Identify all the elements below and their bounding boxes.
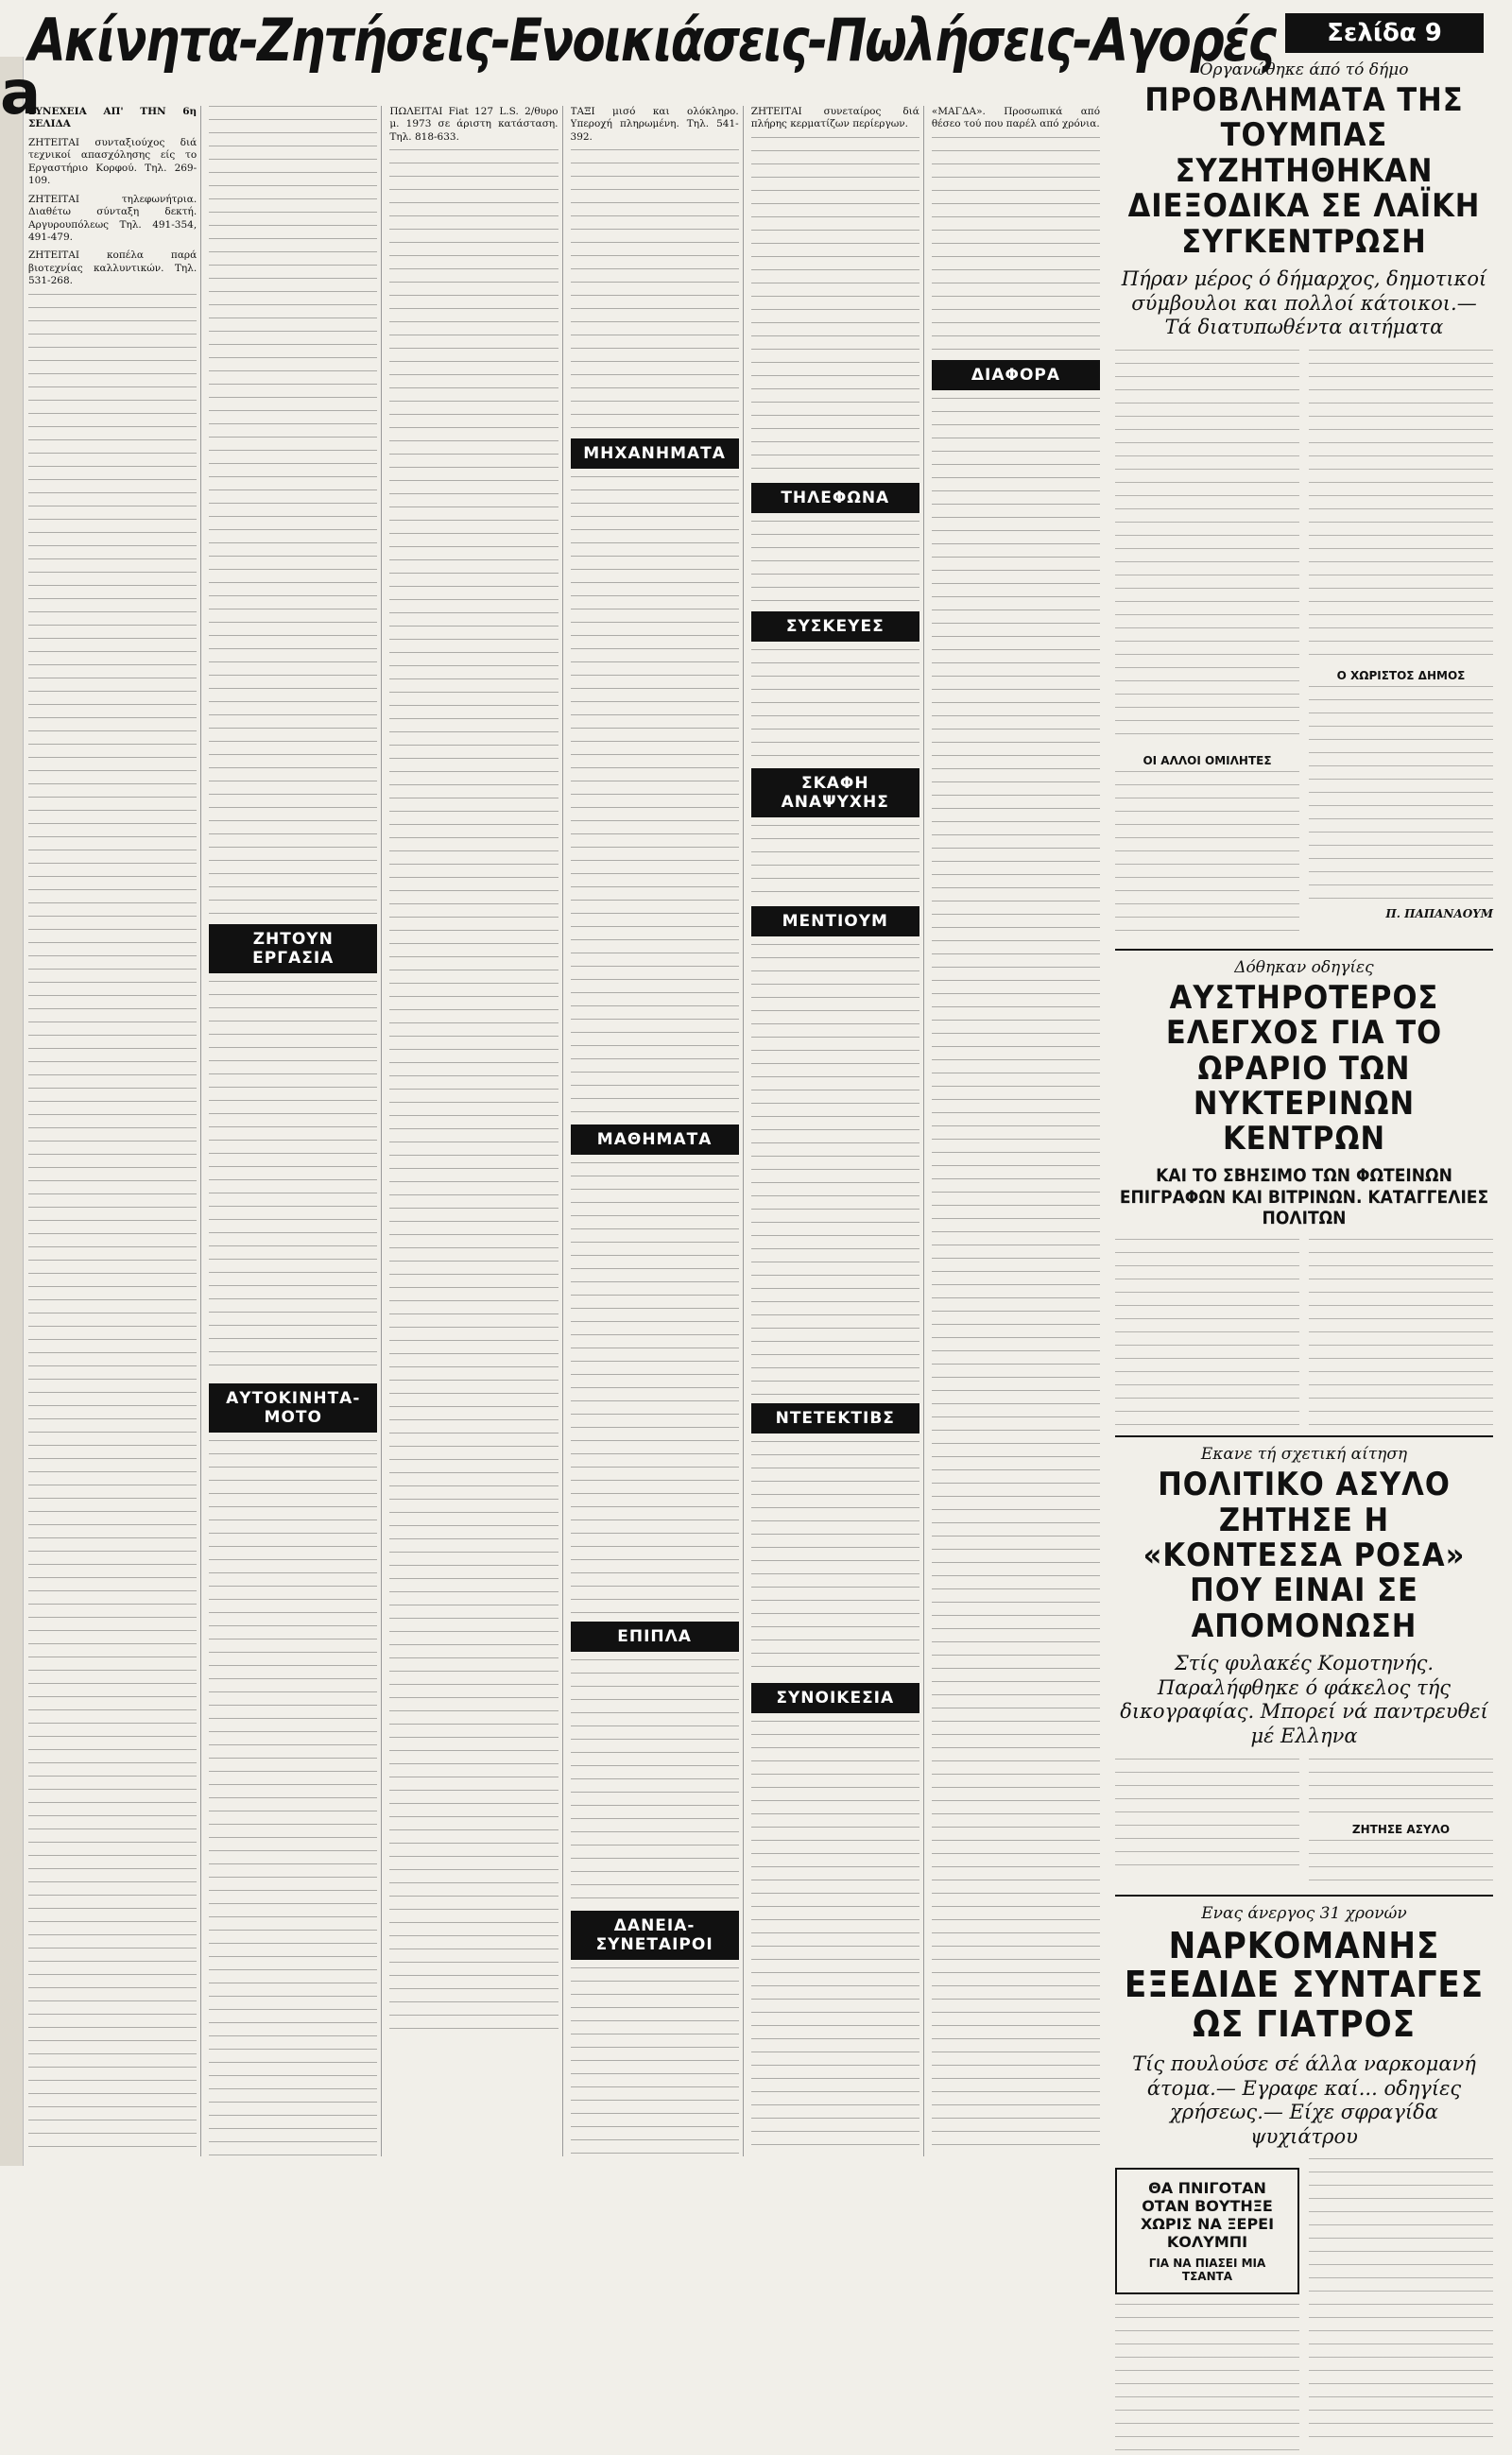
classified-text-block bbox=[932, 137, 1100, 354]
classified-text-block bbox=[571, 149, 739, 433]
classified-ad: ΠΩΛΕΙΤΑΙ Fiat 127 L.S. 2/θυρο μ. 1973 σε άριστη κατάσταση. Τηλ. 818-633. bbox=[389, 106, 558, 143]
classified-column-3 bbox=[389, 106, 562, 2156]
article-kicker: Ενας άνεργος 31 χρονών bbox=[1201, 1903, 1407, 1923]
article-subhead: ΖΗΤΗΣΕ ΑΣΥΛΟ bbox=[1351, 1822, 1451, 1836]
classified-text-block bbox=[209, 106, 377, 918]
classifieds-columns bbox=[28, 106, 1104, 2156]
classified-text-block bbox=[751, 944, 919, 1398]
article-kicker: Οργανώθηκε άπό τό δήμο bbox=[1199, 60, 1409, 79]
classified-ad: ΖΗΤΕΙΤΑΙ συνεταίρος διά πλήρης κερματίζων περίεργων. bbox=[750, 106, 919, 130]
article-addict bbox=[1115, 1904, 1493, 2455]
classified-ad: ΣΥΝΕΧΕΙΑ ΑΠ' ΤΗΝ 6η ΣΕΛΙΔΑ bbox=[28, 106, 198, 130]
section-header-diafora: ΔΙΑΦΟΡΑ bbox=[932, 360, 1100, 390]
adjacent-page-edge bbox=[0, 57, 24, 2166]
article-headline: ΝΑΡΚΟΜΑΝΗΣ ΕΞΕΔΙΔΕ ΣΥΝΤΑΓΕΣ ΩΣ ΓΙΑΤΡΟΣ bbox=[1124, 1924, 1485, 2046]
classified-text-block bbox=[751, 649, 919, 763]
article-kicker: Εκανε τή σχετική αίτηση bbox=[1200, 1445, 1408, 1465]
classified-ad: ΖΗΤΕΙΤΑΙ τηλεφωνήτρια. Διαθέτω σύνταξη δεκτή. Αργυρουπόλεως Τηλ. 491-354, 491-479. bbox=[28, 193, 198, 243]
classified-text-block bbox=[751, 521, 919, 606]
article-headline: ΠΡΟΒΛΗΜΑΤΑ ΤΗΣ ΤΟΥΜΠΑΣ ΣΥΖΗΤΗΘΗΚΑΝ ΔΙΕΞΟΔΙΚΑ ΣΕ ΛΑΪΚΗ ΣΥΓΚΕΝΤΡΩΣΗ bbox=[1127, 81, 1481, 261]
classified-text-block bbox=[932, 398, 1100, 2156]
article-text-block bbox=[1115, 1759, 1299, 1872]
article-deck: Τίς πουλούσε σέ άλλα ναρκομανή άτομα.— Εγραφε καί... οδηγίες χρήσεως.— Είχε σφραγίδα ψυχιάτρου bbox=[1132, 2052, 1476, 2148]
section-header-mathimata: ΜΑΘΗΜΑΤΑ bbox=[571, 1124, 739, 1155]
classified-ad: ΤΑΞΙ μισό και ολόκληρο. Υπεροχή πληρωμένη. Τηλ. 541-392. bbox=[570, 106, 739, 143]
article-text-block bbox=[1309, 1759, 1493, 1815]
article-deck: Στίς φυλακές Κομοτηνής. Παραλήφθηκε ό φάκελος τής δικογραφίας. Μπορεί νά παντρευθεί μέ Ελληνα bbox=[1120, 1652, 1488, 1747]
classified-ad: ΖΗΤΕΙΤΑΙ συνταξιούχος διά τεχνικοί απασχόλησης είς το Εργαστήριο Κορφού. Τηλ. 269-109. bbox=[28, 136, 198, 187]
article-text-block bbox=[1115, 2304, 1299, 2455]
article-text-block bbox=[1115, 350, 1299, 747]
inset-title: ΘΑ ΠΝΙΓΟΤΑΝ ΟΤΑΝ ΒΟΥΤΗΞΕ ΧΩΡΙΣ ΝΑ ΞΕΡΕΙ ΚΟΛΥΜΠΙ bbox=[1140, 2179, 1275, 2252]
classifieds-masthead bbox=[28, 6, 1276, 100]
section-header-ntetektivs: ΝΤΕΤΕΚΤΙΒΣ bbox=[751, 1403, 919, 1434]
classified-column-6 bbox=[932, 106, 1104, 2156]
section-header-autokinita: ΑΥΤΟΚΙΝΗΤΑ-ΜΟΤΟ bbox=[209, 1383, 377, 1433]
page-number-label: Σελίδα 9 bbox=[1285, 13, 1484, 53]
section-header-mentioum: ΜΕΝΤΙΟΥΜ bbox=[751, 906, 919, 936]
section-header-daneia: ΔΑΝΕΙΑ-ΣΥΝΕΤΑΙΡΟΙ bbox=[571, 1911, 739, 1960]
classified-text-block bbox=[571, 1162, 739, 1616]
classified-text-block bbox=[209, 981, 377, 1378]
article-deck: ΚΑΙ ΤΟ ΣΒΗΣΙΜΟ ΤΩΝ ΦΩΤΕΙΝΩΝ ΕΠΙΓΡΑΦΩΝ ΚΑΙ ΒΙΤΡΙΝΩΝ. ΚΑΤΑΓΓΕΛΙΕΣ ΠΟΛΙΤΩΝ bbox=[1119, 1164, 1489, 1229]
article-text-block bbox=[1309, 1239, 1493, 1428]
classified-text-block bbox=[209, 1440, 377, 2156]
adjacent-page-letter: a bbox=[0, 59, 42, 129]
article-text-block bbox=[1309, 350, 1493, 661]
article-body bbox=[1115, 1759, 1493, 1887]
classified-text-block bbox=[571, 1659, 739, 1905]
divider bbox=[1115, 1435, 1493, 1437]
article-body bbox=[1115, 2158, 1493, 2455]
inset-subtitle: ΓΙΑ ΝΑ ΠΙΑΣΕΙ ΜΙΑ ΤΣΑΝΤΑ bbox=[1148, 2257, 1266, 2284]
classified-column-5 bbox=[751, 106, 924, 2156]
classified-column-2 bbox=[209, 106, 382, 2156]
section-header-skafi: ΣΚΑΦΗ ΑΝΑΨΥΧΗΣ bbox=[751, 768, 919, 817]
section-header-epipla: ΕΠΙΠΛΑ bbox=[571, 1622, 739, 1652]
article-deck: Πήραν μέρος ό δήμαρχος, δημοτικοί σύμβουλοι και πολλοί κάτοικοι.— Τά διατυπωθέντα αιτήματα bbox=[1121, 266, 1487, 339]
classified-text-block bbox=[751, 1721, 919, 2156]
article-subhead: ΟΙ ΑΛΛΟΙ ΟΜΙΛΗΤΕΣ bbox=[1143, 753, 1272, 767]
masthead-title: Ακίνητα-Ζητήσεις-Ενοικιάσεις-Πωλήσεις-Αγορές bbox=[28, 6, 1276, 75]
article-body bbox=[1115, 350, 1493, 941]
classified-column-1 bbox=[28, 106, 201, 2156]
article-toumpa bbox=[1115, 60, 1493, 941]
divider bbox=[1115, 1895, 1493, 1897]
article-text-block bbox=[1309, 686, 1493, 903]
article-asylum bbox=[1115, 1445, 1493, 1886]
classified-text-block bbox=[751, 825, 919, 901]
classified-text-block bbox=[571, 476, 739, 1119]
section-header-syskeyes: ΣΥΣΚΕΥΕΣ bbox=[751, 611, 919, 642]
article-headline: ΠΟΛΙΤΙΚΟ ΑΣΥΛΟ ΖΗΤΗΣΕ Η «ΚΟΝΤΕΣΣΑ ΡΟΣΑ» ΠΟΥ ΕΙΝΑΙ ΣΕ ΑΠΟΜΟΝΩΣΗ bbox=[1143, 1466, 1466, 1645]
section-header-michanimata: ΜΗΧΑΝΗΜΑΤΑ bbox=[571, 438, 739, 469]
classified-text-block bbox=[751, 137, 919, 477]
inset-box bbox=[1115, 2168, 1299, 2294]
classified-ad: «ΜΑΓΔΑ». Προσωπικά από θέσεο τού που παρέλ από χρόνια. bbox=[931, 106, 1101, 130]
article-body bbox=[1115, 1239, 1493, 1428]
article-text-block bbox=[1115, 771, 1299, 941]
section-header-zitoun-ergasia: ΖΗΤΟΥΝ ΕΡΓΑΣΙΑ bbox=[209, 924, 377, 973]
classified-text-block bbox=[751, 1441, 919, 1677]
classified-text-block bbox=[28, 294, 197, 2156]
article-text-block bbox=[1309, 1840, 1493, 1887]
article-byline: Π. ΠΑΠΑΝΑΟΥΜ bbox=[1385, 906, 1493, 920]
classified-column-4 bbox=[571, 106, 744, 2156]
section-header-tilefona: ΤΗΛΕΦΩΝΑ bbox=[751, 483, 919, 513]
article-headline: ΑΥΣΤΗΡΟΤΕΡΟΣ ΕΛΕΓΧΟΣ ΓΙΑ ΤΟ ΩΡΑΡΙΟ ΤΩΝ ΝΥΚΤΕΡΙΝΩΝ ΚΕΝΤΡΩΝ bbox=[1165, 978, 1443, 1159]
article-kicker: Δόθηκαν οδηγίες bbox=[1234, 957, 1374, 977]
divider bbox=[1115, 949, 1493, 951]
classified-ad: ΖΗΤΕΙΤΑΙ κοπέλα παρά βιοτεχνίας καλλυντικών. Τηλ. 531-268. bbox=[28, 249, 198, 287]
article-text-block bbox=[1115, 1239, 1299, 1428]
article-subhead: Ο ΧΩΡΙΣΤΟΣ ΔΗΜΟΣ bbox=[1336, 668, 1466, 682]
classified-text-block bbox=[389, 149, 558, 2039]
article-clubs bbox=[1115, 958, 1493, 1428]
classified-text-block bbox=[571, 1967, 739, 2156]
section-header-synoikesia: ΣΥΝΟΙΚΕΣΙΑ bbox=[751, 1683, 919, 1713]
news-column bbox=[1115, 57, 1493, 2284]
article-text-block bbox=[1309, 2158, 1493, 2442]
